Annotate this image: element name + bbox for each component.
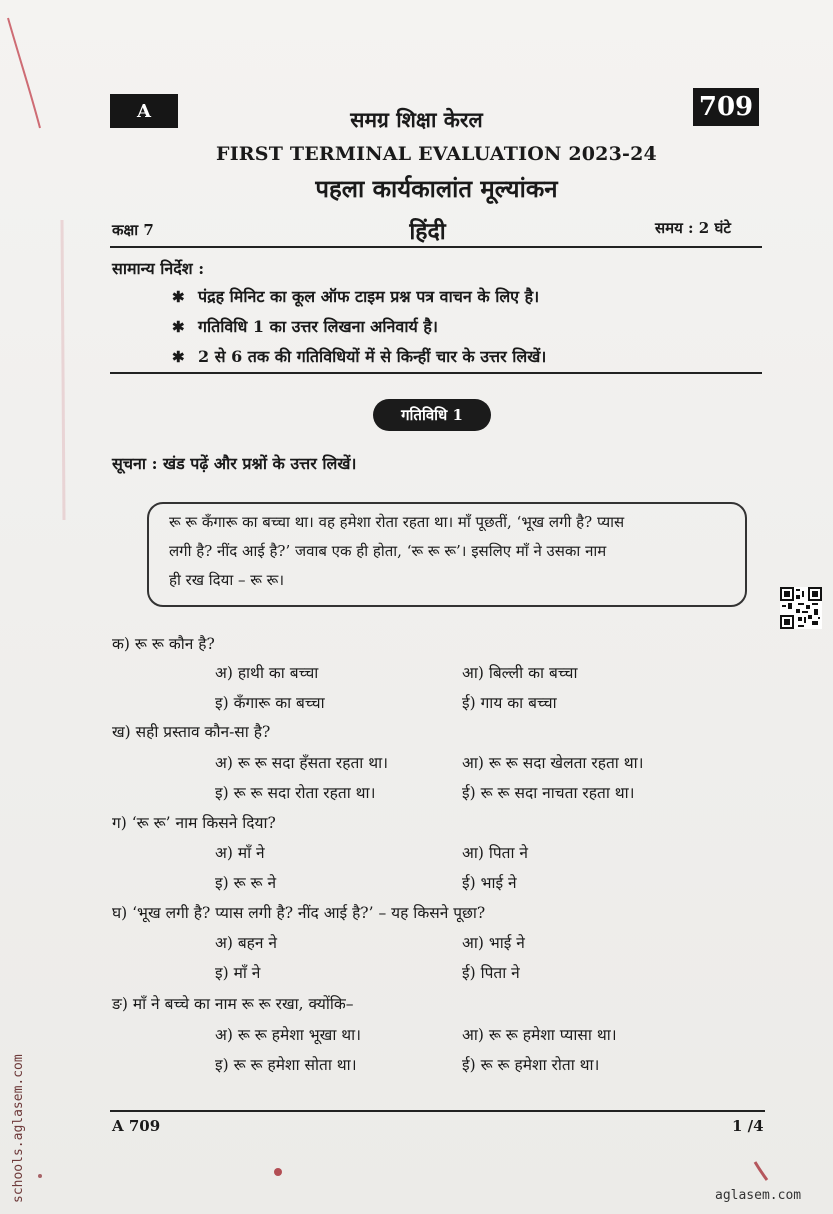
activity-notice: सूचना : खंड पढ़ें और प्रश्नों के उत्तर लिखें। xyxy=(112,454,357,473)
option: अ) बहन ने xyxy=(215,934,278,952)
watermark-bottom: aglasem.com xyxy=(715,1188,802,1203)
option: इ) कँगारू का बच्चा xyxy=(215,694,325,712)
option: ई) गाय का बच्चा xyxy=(462,694,557,712)
activity-title: गतिविधि 1 xyxy=(373,399,491,431)
exam-title-hindi: पहला कार्यकालांत मूल्यांकन xyxy=(315,174,558,203)
question-ga: ग) ‘रू रू’ नाम किसने दिया? xyxy=(112,814,276,832)
option: आ) बिल्ली का बच्चा xyxy=(462,664,578,682)
option: ई) पिता ने xyxy=(462,964,520,982)
question-kha: ख) सही प्रस्ताव कौन-सा है? xyxy=(112,723,271,741)
class-label: कक्षा 7 xyxy=(112,221,154,239)
passage-line: ही रख दिया – रू रू। xyxy=(169,571,285,589)
option: इ) रू रू हमेशा सोता था। xyxy=(215,1056,357,1074)
instruction-item: ✱ 2 से 6 तक की गतिविधियों में से किन्हीं चार के उत्तर लिखें। xyxy=(172,347,547,366)
instruction-item: ✱ पंद्रह मिनिट का कूल ऑफ टाइम प्रश्न पत्र वाचन के लिए है। xyxy=(172,287,540,306)
watermark-side: schools.aglasem.com xyxy=(11,1054,26,1203)
divider-footer xyxy=(110,1110,765,1112)
instruction-item: ✱ गतिविधि 1 का उत्तर लिखना अनिवार्य है। xyxy=(172,317,438,336)
question-gha: घ) ‘भूख लगी है? प्यास लगी है? नींद आई है?’ – यह किसने पूछा? xyxy=(112,904,486,922)
paper-code: 709 xyxy=(693,88,759,126)
option: इ) रू रू सदा रोता रहता था। xyxy=(215,784,376,802)
option: आ) भाई ने xyxy=(462,934,525,952)
instructions-heading: सामान्य निर्देश : xyxy=(112,259,205,278)
question-nga: ङ) माँ ने बच्चे का नाम रू रू रखा, क्योंकि– xyxy=(112,995,354,1013)
divider-instructions xyxy=(110,372,762,374)
time-label: समय : 2 घंटे xyxy=(655,219,731,237)
option: आ) पिता ने xyxy=(462,844,529,862)
passage-line: लगी है? नींद आई है?’ जवाब एक ही होता, ‘रू रू रू’। इसलिए माँ ने उसका नाम xyxy=(169,542,607,560)
option: आ) रू रू हमेशा प्यासा था। xyxy=(462,1026,617,1044)
option: ई) भाई ने xyxy=(462,874,517,892)
subject-title: हिंदी xyxy=(409,218,446,245)
qr-code-icon xyxy=(780,587,822,629)
set-label: A xyxy=(110,94,178,128)
option: अ) रू रू सदा हँसता रहता था। xyxy=(215,754,389,772)
option: इ) माँ ने xyxy=(215,964,261,982)
option: ई) रू रू सदा नाचता रहता था। xyxy=(462,784,635,802)
organization-title: समग्र शिक्षा केरल xyxy=(350,107,483,132)
option: ई) रू रू हमेशा रोता था। xyxy=(462,1056,600,1074)
option: आ) रू रू सदा खेलता रहता था। xyxy=(462,754,644,772)
option: अ) माँ ने xyxy=(215,844,265,862)
page-number: 1 /4 xyxy=(732,1117,764,1135)
question-ka: क) रू रू कौन है? xyxy=(112,635,215,653)
option: इ) रू रू ने xyxy=(215,874,277,892)
exam-title-english: FIRST TERMINAL EVALUATION 2023-24 xyxy=(216,143,657,165)
passage-box xyxy=(147,502,747,607)
option: अ) रू रू हमेशा भूखा था। xyxy=(215,1026,362,1044)
asterisk-icon: ✱ xyxy=(172,288,185,306)
option: अ) हाथी का बच्चा xyxy=(215,664,319,682)
asterisk-icon: ✱ xyxy=(172,348,185,366)
asterisk-icon: ✱ xyxy=(172,318,185,336)
passage-line: रू रू कँगारू का बच्चा था। वह हमेशा रोता रहता था। माँ पूछतीं, ‘भूख लगी है? प्यास xyxy=(169,513,625,531)
footer-code: A 709 xyxy=(112,1117,161,1135)
divider-top xyxy=(110,246,762,248)
